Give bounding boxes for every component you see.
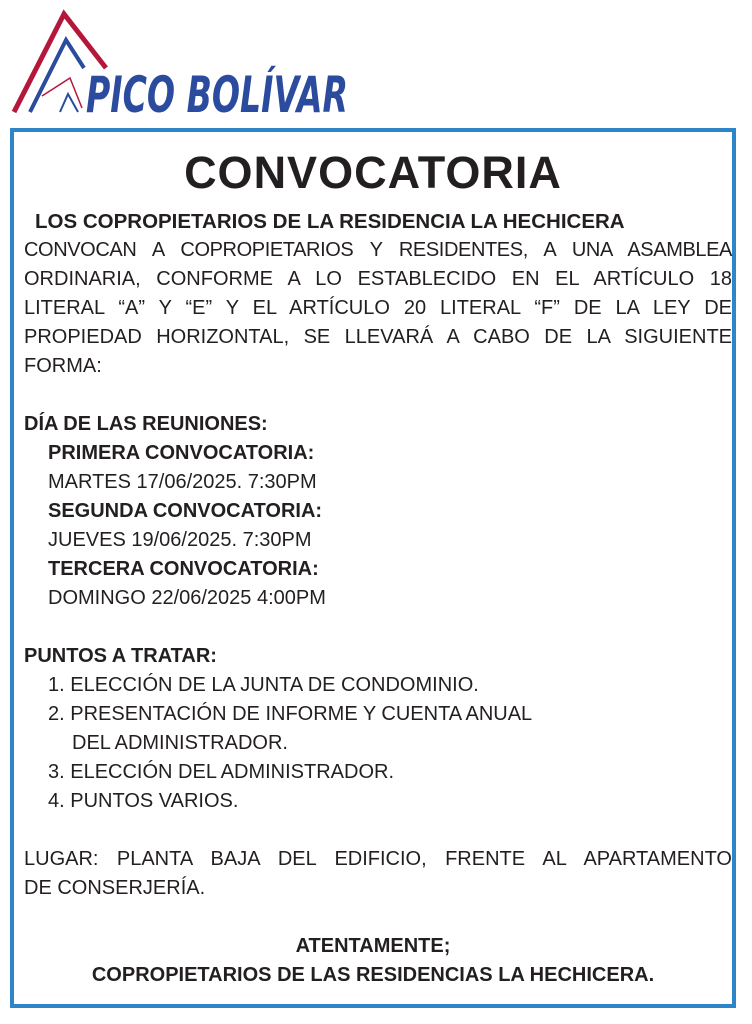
agenda-item: 3. ELECCIÓN DEL ADMINISTRADOR. (48, 761, 394, 783)
meeting-date: DOMINGO 22/06/2025 4:00PM (48, 587, 326, 609)
intro-line: LITERAL “A” Y “E” Y EL ARTÍCULO 20 LITERAL “F” DE LA LEY DE (24, 297, 732, 319)
agenda-item: 4. PUNTOS VARIOS. (48, 790, 239, 812)
intro-line: ORDINARIA, CONFORME A LO ESTABLECIDO EN EL ARTÍCULO 18 (24, 268, 732, 290)
meeting-label: SEGUNDA CONVOCATORIA: (48, 500, 323, 522)
pico-bolivar-logo (8, 8, 482, 124)
meeting-date: MARTES 17/06/2025. 7:30PM (48, 471, 317, 493)
intro-line: CONVOCAN A COPROPIETARIOS Y RESIDENTES, A UNA ASAMBLEA (24, 239, 732, 261)
agenda-item: 1. ELECCIÓN DE LA JUNTA DE CONDOMINIO. (48, 674, 479, 696)
closing-greeting: ATENTAMENTE; (295, 935, 451, 957)
intro-heading: LOS COPROPIETARIOS DE LA RESIDENCIA LA HECHICERA (35, 210, 625, 233)
closing-signature: COPROPIETARIOS DE LAS RESIDENCIAS LA HECHICERA. (91, 964, 655, 986)
agenda-item: 2. PRESENTACIÓN DE INFORME Y CUENTA ANUAL (48, 703, 533, 725)
meeting-label: TERCERA CONVOCATORIA: (48, 558, 319, 580)
page-title: CONVOCATORIA (184, 147, 562, 198)
agenda-heading: PUNTOS A TRATAR: (24, 645, 217, 667)
meeting-date: JUEVES 19/06/2025. 7:30PM (48, 529, 312, 551)
location-line: LUGAR: PLANTA BAJA DEL EDIFICIO, FRENTE AL APARTAMENTO (24, 848, 732, 870)
intro-line: PROPIEDAD HORIZONTAL, SE LLEVARÁ A CABO DE LA SIGUIENTE (24, 326, 732, 348)
logo-wordmark: PICO BOLÍVAR (86, 66, 482, 124)
meetings-heading: DÍA DE LAS REUNIONES: (24, 413, 268, 435)
meeting-label: PRIMERA CONVOCATORIA: (48, 442, 315, 464)
location-line: DE CONSERJERÍA. (24, 877, 206, 899)
intro-line: FORMA: (24, 355, 102, 377)
agenda-item-continuation: DEL ADMINISTRADOR. (72, 732, 288, 754)
announcement-box (10, 128, 736, 1008)
